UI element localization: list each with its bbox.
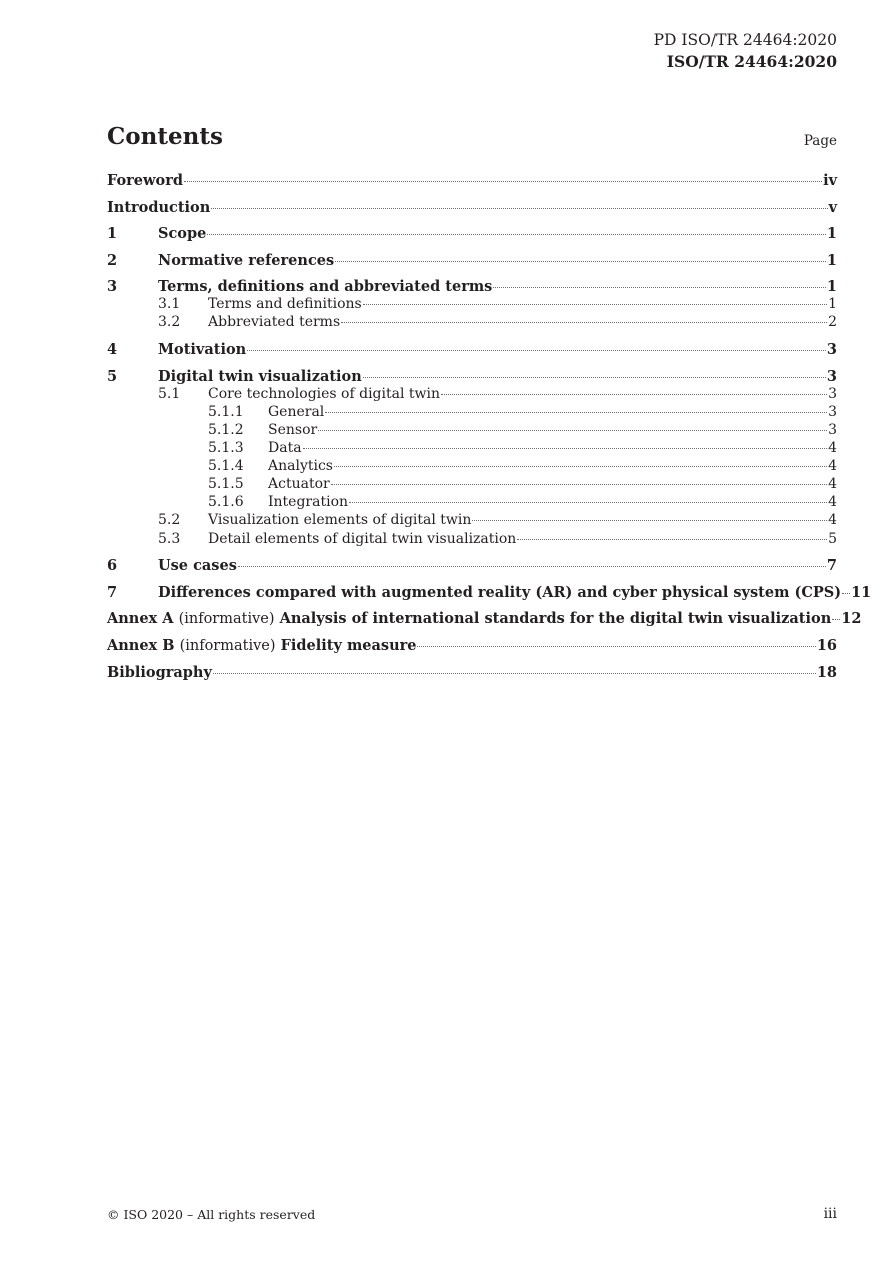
- toc-entry-number: 2: [107, 251, 118, 269]
- page-column-label: Page: [803, 133, 837, 149]
- toc-entry-title: Sensor: [268, 421, 318, 438]
- dot-leader: [517, 539, 827, 540]
- dot-leader: [441, 394, 827, 395]
- toc-entry-abbreviated-terms[interactable]: [107, 314, 837, 332]
- toc-entry-number: 5.1.2: [208, 421, 244, 438]
- toc-entry-number: 3.1: [158, 296, 181, 313]
- dot-leader: [341, 322, 827, 323]
- toc-entry-title: Digital twin visualization: [158, 367, 362, 385]
- page-title: Contents: [107, 123, 223, 150]
- toc-entry-normative-references[interactable]: [107, 252, 837, 270]
- toc-entry-page: 3: [828, 403, 837, 420]
- toc-entry-page: 1: [826, 225, 837, 243]
- toc-entry-page: 1: [828, 296, 837, 313]
- toc-entry-page: 5: [828, 530, 837, 547]
- annex-label: Annex A: [107, 610, 174, 628]
- dot-leader: [363, 377, 826, 378]
- toc-entry-number: 5.3: [158, 530, 181, 547]
- toc-entry-page: 4: [828, 494, 837, 511]
- toc-entry-page: 3: [828, 385, 837, 402]
- toc-entry-page: 3: [828, 421, 837, 438]
- document-code-bold: ISO/TR 24464:2020: [666, 52, 837, 71]
- toc-entry-introduction[interactable]: [107, 199, 837, 217]
- toc-entry-title: Core technologies of digital twin: [208, 385, 440, 402]
- toc-entry-terms-definitions[interactable]: [107, 296, 837, 314]
- toc-entry-page: 7: [826, 557, 837, 575]
- toc-entry-number: 7: [107, 583, 118, 601]
- toc-entry-number: 5.1: [158, 385, 181, 402]
- toc-entry-motivation[interactable]: [107, 341, 837, 359]
- toc-entry-number: 4: [107, 341, 118, 359]
- toc-entry-page: iv: [823, 172, 837, 189]
- annex-label: Annex B: [107, 636, 175, 654]
- copyright-notice: © ISO 2020 – All rights reserved: [107, 1207, 316, 1222]
- toc-entry-page: 1: [826, 278, 837, 296]
- dot-leader: [331, 484, 827, 485]
- dot-leader: [417, 646, 815, 647]
- toc-entry-use-cases[interactable]: [107, 557, 837, 575]
- toc-entry-title: General: [268, 403, 325, 420]
- toc-entry-page: 12: [841, 610, 862, 628]
- toc-entry-core-technologies[interactable]: [107, 386, 837, 404]
- toc-entry-title: Bibliography: [107, 663, 212, 681]
- dot-leader: [832, 619, 840, 620]
- toc-entry-title: Scope: [158, 225, 207, 243]
- toc-entry-page: 4: [828, 458, 837, 475]
- toc-entry-annex-a[interactable]: [107, 610, 862, 628]
- toc-entry-page: v: [828, 198, 837, 216]
- toc-entry-title: Abbreviated terms: [208, 314, 341, 331]
- toc-entry-title: Terms and definitions: [208, 296, 362, 313]
- toc-entry-title: Normative references: [158, 251, 335, 269]
- dot-leader: [247, 350, 826, 351]
- toc-entry-annex-b[interactable]: [107, 637, 837, 655]
- dot-leader: [349, 502, 827, 503]
- toc-entry-number: 5: [107, 367, 118, 385]
- dot-leader: [363, 304, 827, 305]
- annex-title: Analysis of international standards for the digital twin visualization: [279, 610, 832, 628]
- toc-entry-page: 1: [826, 251, 837, 269]
- toc-entry-general[interactable]: [107, 404, 837, 422]
- toc-entry-digital-twin-visualization[interactable]: [107, 368, 837, 386]
- toc-entry-page: 11: [851, 583, 872, 601]
- toc-entry-scope[interactable]: [107, 225, 837, 243]
- toc-entry-sensor[interactable]: [107, 422, 837, 440]
- annex-note: (informative): [179, 637, 276, 654]
- dot-leader: [207, 234, 826, 235]
- toc-entry-number: 1: [107, 225, 118, 243]
- dot-leader: [238, 566, 826, 567]
- toc-entry-title: Introduction: [107, 198, 211, 216]
- dot-leader: [303, 448, 828, 449]
- dot-leader: [211, 208, 827, 209]
- dot-leader: [334, 466, 827, 467]
- toc-entry-title: Use cases: [158, 557, 237, 575]
- toc-entry-page: 4: [828, 440, 837, 457]
- toc-entry-visualization-elements[interactable]: [107, 512, 837, 530]
- dot-leader: [493, 287, 826, 288]
- toc-entry-title: Integration: [268, 494, 349, 511]
- dot-leader: [325, 412, 827, 413]
- dot-leader: [213, 673, 816, 674]
- toc-entry-differences[interactable]: [107, 583, 872, 602]
- toc-entry-bibliography[interactable]: [107, 664, 837, 682]
- dot-leader: [472, 520, 827, 521]
- toc-entry-number: 5.1.4: [208, 458, 244, 475]
- toc-entry-number: 5.1.5: [208, 476, 244, 493]
- toc-entry-page: 3: [826, 341, 837, 359]
- toc-entry-title: Terms, definitions and abbreviated terms: [158, 278, 493, 296]
- toc-entry-foreword[interactable]: [107, 172, 837, 190]
- toc-entry-title: [107, 610, 831, 627]
- toc-entry-page: 18: [816, 663, 837, 681]
- toc-entry-number: 5.1.6: [208, 494, 244, 511]
- toc-entry-title: Analytics: [268, 458, 333, 475]
- toc-entry-page: 4: [828, 512, 837, 529]
- toc-entry-number: 6: [107, 557, 118, 575]
- toc-entry-number: 3: [107, 278, 118, 296]
- toc-entry-terms[interactable]: [107, 278, 837, 296]
- table-of-contents: [107, 172, 872, 682]
- toc-entry-number: 5.1.3: [208, 440, 244, 457]
- dot-leader: [184, 181, 822, 182]
- toc-entry-page: 4: [828, 476, 837, 493]
- annex-title: Fidelity measure: [280, 636, 417, 654]
- toc-entry-page: 2: [828, 314, 837, 331]
- toc-entry-title: Visualization elements of digital twin: [208, 512, 472, 529]
- page-number: iii: [823, 1206, 837, 1222]
- toc-entry-page: 3: [826, 367, 837, 385]
- toc-entry-detail-elements[interactable]: [107, 531, 837, 549]
- toc-entry-page: 16: [816, 636, 837, 654]
- toc-entry-number: 5.1.1: [208, 403, 244, 420]
- annex-note: (informative): [178, 611, 275, 628]
- toc-entry-analytics[interactable]: [107, 458, 837, 476]
- toc-entry-title: Detail elements of digital twin visualization: [208, 530, 517, 547]
- dot-leader: [335, 261, 826, 262]
- toc-entry-number: 3.2: [158, 314, 181, 331]
- toc-entry-data[interactable]: [107, 440, 837, 458]
- dot-leader: [318, 430, 827, 431]
- toc-entry-title: Data: [268, 440, 302, 457]
- toc-entry-integration[interactable]: [107, 494, 837, 512]
- toc-entry-title: Motivation: [158, 341, 247, 359]
- toc-entry-actuator[interactable]: [107, 476, 837, 494]
- toc-entry-title: [107, 637, 416, 654]
- toc-entry-title: Foreword: [107, 172, 183, 189]
- toc-entry-title: Differences compared with augmented reality (AR) and cyber physical system (CPS): [158, 583, 842, 601]
- toc-entry-number: 5.2: [158, 512, 181, 529]
- dot-leader: [842, 593, 850, 594]
- document-code: PD ISO/TR 24464:2020: [653, 31, 837, 49]
- toc-entry-title: Actuator: [268, 476, 330, 493]
